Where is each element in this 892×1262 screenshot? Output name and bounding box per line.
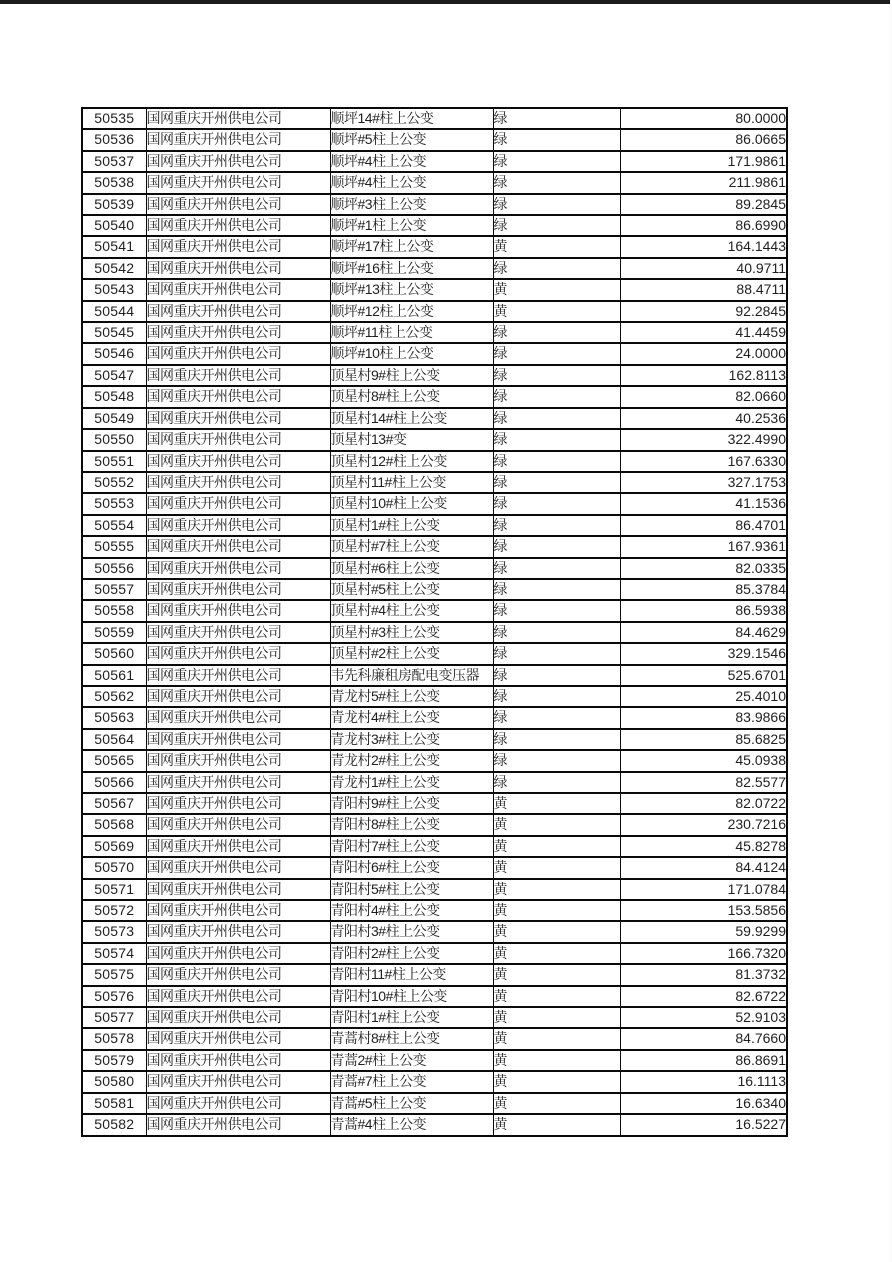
cell-device-name: 青蒿村8#柱上公变 <box>330 1028 493 1049</box>
table-row <box>82 451 787 472</box>
table-row <box>82 194 787 215</box>
cell-device-name: 青龙村3#柱上公变 <box>330 729 493 750</box>
cell-status: 黄 <box>493 836 620 857</box>
cell-device-name: 顶星村8#柱上公变 <box>330 386 493 407</box>
table-row <box>82 536 787 557</box>
cell-device-name: 顺坪#11柱上公变 <box>330 322 493 343</box>
cell-device-name: 青阳村3#柱上公变 <box>330 921 493 942</box>
cell-record-id: 50566 <box>82 772 146 793</box>
cell-company: 国网重庆开州供电公司 <box>146 1007 330 1028</box>
cell-value: 82.6722 <box>620 986 787 1007</box>
table-row <box>82 429 787 450</box>
cell-record-id: 50553 <box>82 493 146 514</box>
table-row <box>82 900 787 921</box>
cell-device-name: 青阳村1#柱上公变 <box>330 1007 493 1028</box>
cell-record-id: 50562 <box>82 686 146 707</box>
cell-value: 40.2536 <box>620 408 787 429</box>
cell-value: 164.1443 <box>620 236 787 257</box>
cell-record-id: 50545 <box>82 322 146 343</box>
cell-value: 81.3732 <box>620 964 787 985</box>
table-row <box>82 1114 787 1135</box>
table-row <box>82 986 787 1007</box>
cell-device-name: 青龙村2#柱上公变 <box>330 750 493 771</box>
cell-value: 92.2845 <box>620 301 787 322</box>
cell-value: 153.5856 <box>620 900 787 921</box>
table-row <box>82 558 787 579</box>
cell-device-name: 顶星村#3柱上公变 <box>330 622 493 643</box>
cell-record-id: 50550 <box>82 429 146 450</box>
cell-value: 84.4124 <box>620 857 787 878</box>
cell-record-id: 50576 <box>82 986 146 1007</box>
cell-company: 国网重庆开州供电公司 <box>146 365 330 386</box>
cell-device-name: 青阳村9#柱上公变 <box>330 793 493 814</box>
cell-status: 绿 <box>493 622 620 643</box>
cell-record-id: 50573 <box>82 921 146 942</box>
cell-company: 国网重庆开州供电公司 <box>146 322 330 343</box>
cell-status: 黄 <box>493 301 620 322</box>
cell-device-name: 顶星村1#柱上公变 <box>330 515 493 536</box>
cell-company: 国网重庆开州供电公司 <box>146 772 330 793</box>
cell-device-name: 青龙村5#柱上公变 <box>330 686 493 707</box>
cell-record-id: 50549 <box>82 408 146 429</box>
cell-company: 国网重庆开州供电公司 <box>146 429 330 450</box>
cell-record-id: 50560 <box>82 643 146 664</box>
cell-status: 绿 <box>493 707 620 728</box>
cell-record-id: 50552 <box>82 472 146 493</box>
cell-device-name: 顶星村#5柱上公变 <box>330 579 493 600</box>
table-row <box>82 600 787 621</box>
cell-record-id: 50554 <box>82 515 146 536</box>
cell-record-id: 50570 <box>82 857 146 878</box>
cell-company: 国网重庆开州供电公司 <box>146 964 330 985</box>
table-row <box>82 921 787 942</box>
cell-company: 国网重庆开州供电公司 <box>146 707 330 728</box>
cell-company: 国网重庆开州供电公司 <box>146 750 330 771</box>
cell-device-name: 顺坪#1柱上公变 <box>330 215 493 236</box>
cell-value: 86.8691 <box>620 1050 787 1071</box>
cell-value: 82.0335 <box>620 558 787 579</box>
cell-company: 国网重庆开州供电公司 <box>146 515 330 536</box>
table-row <box>82 943 787 964</box>
cell-value: 85.6825 <box>620 729 787 750</box>
cell-status: 黄 <box>493 879 620 900</box>
cell-status: 黄 <box>493 814 620 835</box>
cell-value: 84.7660 <box>620 1028 787 1049</box>
cell-record-id: 50582 <box>82 1114 146 1135</box>
cell-company: 国网重庆开州供电公司 <box>146 814 330 835</box>
cell-value: 167.6330 <box>620 451 787 472</box>
table-row <box>82 236 787 257</box>
cell-record-id: 50580 <box>82 1071 146 1092</box>
cell-status: 绿 <box>493 386 620 407</box>
cell-device-name: 顶星村13#变 <box>330 429 493 450</box>
cell-company: 国网重庆开州供电公司 <box>146 536 330 557</box>
cell-status: 绿 <box>493 536 620 557</box>
cell-company: 国网重庆开州供电公司 <box>146 408 330 429</box>
cell-status: 绿 <box>493 129 620 150</box>
cell-record-id: 50557 <box>82 579 146 600</box>
cell-value: 24.0000 <box>620 343 787 364</box>
cell-record-id: 50563 <box>82 707 146 728</box>
cell-status: 黄 <box>493 1093 620 1114</box>
cell-status: 绿 <box>493 258 620 279</box>
cell-value: 86.0665 <box>620 129 787 150</box>
cell-device-name: 顺坪#5柱上公变 <box>330 129 493 150</box>
cell-record-id: 50541 <box>82 236 146 257</box>
cell-value: 16.1113 <box>620 1071 787 1092</box>
table-row <box>82 1050 787 1071</box>
cell-value: 525.6701 <box>620 665 787 686</box>
cell-value: 86.4701 <box>620 515 787 536</box>
cell-status: 黄 <box>493 943 620 964</box>
cell-status: 黄 <box>493 964 620 985</box>
cell-record-id: 50556 <box>82 558 146 579</box>
cell-company: 国网重庆开州供电公司 <box>146 622 330 643</box>
cell-device-name: 顶星村#6柱上公变 <box>330 558 493 579</box>
cell-status: 黄 <box>493 236 620 257</box>
cell-record-id: 50559 <box>82 622 146 643</box>
table-row <box>82 258 787 279</box>
cell-status: 黄 <box>493 900 620 921</box>
cell-value: 85.3784 <box>620 579 787 600</box>
cell-record-id: 50581 <box>82 1093 146 1114</box>
cell-value: 167.9361 <box>620 536 787 557</box>
cell-device-name: 青阳村2#柱上公变 <box>330 943 493 964</box>
cell-record-id: 50538 <box>82 172 146 193</box>
table-row <box>82 665 787 686</box>
cell-status: 黄 <box>493 1114 620 1135</box>
cell-status: 绿 <box>493 215 620 236</box>
table-row <box>82 793 787 814</box>
table-row <box>82 215 787 236</box>
cell-device-name: 顶星村#2柱上公变 <box>330 643 493 664</box>
cell-device-name: 顶星村10#柱上公变 <box>330 493 493 514</box>
cell-company: 国网重庆开州供电公司 <box>146 665 330 686</box>
cell-company: 国网重庆开州供电公司 <box>146 1093 330 1114</box>
cell-status: 绿 <box>493 172 620 193</box>
cell-value: 41.1536 <box>620 493 787 514</box>
cell-status: 绿 <box>493 108 620 129</box>
cell-status: 绿 <box>493 151 620 172</box>
cell-record-id: 50568 <box>82 814 146 835</box>
cell-company: 国网重庆开州供电公司 <box>146 1071 330 1092</box>
table-row <box>82 1028 787 1049</box>
cell-status: 黄 <box>493 279 620 300</box>
cell-company: 国网重庆开州供电公司 <box>146 194 330 215</box>
cell-record-id: 50546 <box>82 343 146 364</box>
cell-company: 国网重庆开州供电公司 <box>146 386 330 407</box>
cell-value: 82.5577 <box>620 772 787 793</box>
cell-company: 国网重庆开州供电公司 <box>146 129 330 150</box>
cell-record-id: 50579 <box>82 1050 146 1071</box>
cell-record-id: 50544 <box>82 301 146 322</box>
table-row <box>82 643 787 664</box>
table-row <box>82 472 787 493</box>
cell-value: 166.7320 <box>620 943 787 964</box>
cell-status: 黄 <box>493 921 620 942</box>
cell-company: 国网重庆开州供电公司 <box>146 343 330 364</box>
cell-value: 52.9103 <box>620 1007 787 1028</box>
cell-company: 国网重庆开州供电公司 <box>146 986 330 1007</box>
cell-device-name: 顺坪#10柱上公变 <box>330 343 493 364</box>
cell-record-id: 50572 <box>82 900 146 921</box>
cell-company: 国网重庆开州供电公司 <box>146 151 330 172</box>
table-row <box>82 1007 787 1028</box>
cell-company: 国网重庆开州供电公司 <box>146 943 330 964</box>
table-row <box>82 301 787 322</box>
cell-record-id: 50535 <box>82 108 146 129</box>
cell-status: 绿 <box>493 493 620 514</box>
cell-value: 83.9866 <box>620 707 787 728</box>
table-row <box>82 857 787 878</box>
cell-value: 171.0784 <box>620 879 787 900</box>
table-row <box>82 729 787 750</box>
cell-company: 国网重庆开州供电公司 <box>146 215 330 236</box>
cell-record-id: 50578 <box>82 1028 146 1049</box>
transformer-table <box>81 107 788 1137</box>
cell-device-name: 顺坪#4柱上公变 <box>330 172 493 193</box>
cell-status: 绿 <box>493 515 620 536</box>
cell-status: 绿 <box>493 194 620 215</box>
table-row <box>82 108 787 129</box>
cell-device-name: 顶星村#4柱上公变 <box>330 600 493 621</box>
cell-record-id: 50540 <box>82 215 146 236</box>
table-row <box>82 386 787 407</box>
table-row <box>82 622 787 643</box>
cell-device-name: 顺坪#12柱上公变 <box>330 301 493 322</box>
cell-device-name: 青阳村6#柱上公变 <box>330 857 493 878</box>
cell-status: 绿 <box>493 665 620 686</box>
cell-value: 84.4629 <box>620 622 787 643</box>
table-row <box>82 750 787 771</box>
table-row <box>82 279 787 300</box>
cell-company: 国网重庆开州供电公司 <box>146 236 330 257</box>
cell-company: 国网重庆开州供电公司 <box>146 1050 330 1071</box>
cell-status: 绿 <box>493 322 620 343</box>
cell-value: 230.7216 <box>620 814 787 835</box>
cell-record-id: 50561 <box>82 665 146 686</box>
cell-company: 国网重庆开州供电公司 <box>146 451 330 472</box>
cell-status: 绿 <box>493 558 620 579</box>
cell-record-id: 50565 <box>82 750 146 771</box>
cell-value: 45.8278 <box>620 836 787 857</box>
cell-status: 黄 <box>493 857 620 878</box>
cell-company: 国网重庆开州供电公司 <box>146 301 330 322</box>
cell-value: 86.6990 <box>620 215 787 236</box>
cell-record-id: 50574 <box>82 943 146 964</box>
cell-device-name: 顶星村#7柱上公变 <box>330 536 493 557</box>
cell-company: 国网重庆开州供电公司 <box>146 600 330 621</box>
cell-status: 黄 <box>493 1050 620 1071</box>
table-row <box>82 365 787 386</box>
transformer-table-body <box>82 108 787 1136</box>
cell-company: 国网重庆开州供电公司 <box>146 921 330 942</box>
table-row <box>82 772 787 793</box>
table-row <box>82 515 787 536</box>
cell-status: 绿 <box>493 729 620 750</box>
cell-device-name: 顺坪#16柱上公变 <box>330 258 493 279</box>
table-row <box>82 1071 787 1092</box>
cell-status: 绿 <box>493 772 620 793</box>
cell-device-name: 青蒿#7柱上公变 <box>330 1071 493 1092</box>
cell-device-name: 青阳村7#柱上公变 <box>330 836 493 857</box>
cell-status: 绿 <box>493 451 620 472</box>
cell-company: 国网重庆开州供电公司 <box>146 258 330 279</box>
cell-status: 绿 <box>493 429 620 450</box>
cell-status: 绿 <box>493 365 620 386</box>
cell-value: 329.1546 <box>620 643 787 664</box>
cell-record-id: 50555 <box>82 536 146 557</box>
cell-record-id: 50547 <box>82 365 146 386</box>
cell-device-name: 青阳村10#柱上公变 <box>330 986 493 1007</box>
cell-device-name: 青龙村1#柱上公变 <box>330 772 493 793</box>
cell-status: 绿 <box>493 686 620 707</box>
cell-value: 80.0000 <box>620 108 787 129</box>
cell-value: 40.9711 <box>620 258 787 279</box>
cell-record-id: 50539 <box>82 194 146 215</box>
cell-value: 59.9299 <box>620 921 787 942</box>
cell-value: 16.6340 <box>620 1093 787 1114</box>
cell-company: 国网重庆开州供电公司 <box>146 558 330 579</box>
cell-device-name: 顶星村12#柱上公变 <box>330 451 493 472</box>
cell-device-name: 青阳村11#柱上公变 <box>330 964 493 985</box>
table-row <box>82 343 787 364</box>
cell-device-name: 青龙村4#柱上公变 <box>330 707 493 728</box>
cell-value: 211.9861 <box>620 172 787 193</box>
cell-status: 黄 <box>493 1007 620 1028</box>
cell-device-name: 韦先科廉租房配电变压器 <box>330 665 493 686</box>
table-row <box>82 129 787 150</box>
table-row <box>82 1093 787 1114</box>
cell-value: 327.1753 <box>620 472 787 493</box>
table-row <box>82 879 787 900</box>
cell-record-id: 50567 <box>82 793 146 814</box>
cell-company: 国网重庆开州供电公司 <box>146 1028 330 1049</box>
table-row <box>82 579 787 600</box>
cell-company: 国网重庆开州供电公司 <box>146 172 330 193</box>
cell-device-name: 顶星村14#柱上公变 <box>330 408 493 429</box>
cell-device-name: 青阳村8#柱上公变 <box>330 814 493 835</box>
cell-record-id: 50543 <box>82 279 146 300</box>
cell-company: 国网重庆开州供电公司 <box>146 279 330 300</box>
cell-record-id: 50542 <box>82 258 146 279</box>
cell-value: 322.4990 <box>620 429 787 450</box>
cell-value: 88.4711 <box>620 279 787 300</box>
cell-status: 绿 <box>493 579 620 600</box>
cell-value: 25.4010 <box>620 686 787 707</box>
table-row <box>82 814 787 835</box>
cell-status: 绿 <box>493 408 620 429</box>
cell-value: 16.5227 <box>620 1114 787 1135</box>
cell-company: 国网重庆开州供电公司 <box>146 493 330 514</box>
cell-device-name: 青阳村4#柱上公变 <box>330 900 493 921</box>
table-row <box>82 408 787 429</box>
cell-value: 162.8113 <box>620 365 787 386</box>
cell-company: 国网重庆开州供电公司 <box>146 793 330 814</box>
cell-company: 国网重庆开州供电公司 <box>146 686 330 707</box>
cell-value: 41.4459 <box>620 322 787 343</box>
cell-device-name: 青蒿#5柱上公变 <box>330 1093 493 1114</box>
cell-company: 国网重庆开州供电公司 <box>146 472 330 493</box>
cell-device-name: 顺坪#17柱上公变 <box>330 236 493 257</box>
cell-record-id: 50577 <box>82 1007 146 1028</box>
cell-record-id: 50537 <box>82 151 146 172</box>
table-row <box>82 493 787 514</box>
cell-record-id: 50558 <box>82 600 146 621</box>
cell-device-name: 顶星村9#柱上公变 <box>330 365 493 386</box>
cell-record-id: 50575 <box>82 964 146 985</box>
cell-device-name: 顺坪#13柱上公变 <box>330 279 493 300</box>
cell-status: 绿 <box>493 600 620 621</box>
cell-status: 绿 <box>493 343 620 364</box>
cell-status: 绿 <box>493 472 620 493</box>
cell-status: 绿 <box>493 750 620 771</box>
cell-company: 国网重庆开州供电公司 <box>146 579 330 600</box>
cell-company: 国网重庆开州供电公司 <box>146 857 330 878</box>
table-row <box>82 322 787 343</box>
cell-device-name: 顺坪14#柱上公变 <box>330 108 493 129</box>
table-row <box>82 964 787 985</box>
cell-status: 黄 <box>493 986 620 1007</box>
cell-company: 国网重庆开州供电公司 <box>146 900 330 921</box>
cell-record-id: 50551 <box>82 451 146 472</box>
cell-company: 国网重庆开州供电公司 <box>146 643 330 664</box>
cell-record-id: 50548 <box>82 386 146 407</box>
cell-value: 86.5938 <box>620 600 787 621</box>
cell-record-id: 50536 <box>82 129 146 150</box>
cell-value: 171.9861 <box>620 151 787 172</box>
cell-company: 国网重庆开州供电公司 <box>146 879 330 900</box>
table-row <box>82 151 787 172</box>
cell-value: 82.0722 <box>620 793 787 814</box>
cell-status: 绿 <box>493 643 620 664</box>
cell-company: 国网重庆开州供电公司 <box>146 1114 330 1135</box>
cell-record-id: 50564 <box>82 729 146 750</box>
table-row <box>82 172 787 193</box>
top-edge-strip <box>0 0 892 4</box>
cell-device-name: 顶星村11#柱上公变 <box>330 472 493 493</box>
cell-value: 45.0938 <box>620 750 787 771</box>
cell-company: 国网重庆开州供电公司 <box>146 729 330 750</box>
cell-value: 89.2845 <box>620 194 787 215</box>
cell-device-name: 青蒿#4柱上公变 <box>330 1114 493 1135</box>
cell-status: 黄 <box>493 1071 620 1092</box>
cell-record-id: 50571 <box>82 879 146 900</box>
cell-company: 国网重庆开州供电公司 <box>146 108 330 129</box>
table-row <box>82 707 787 728</box>
cell-device-name: 顺坪#4柱上公变 <box>330 151 493 172</box>
cell-value: 82.0660 <box>620 386 787 407</box>
cell-status: 黄 <box>493 1028 620 1049</box>
cell-status: 黄 <box>493 793 620 814</box>
cell-record-id: 50569 <box>82 836 146 857</box>
cell-device-name: 青蒿2#柱上公变 <box>330 1050 493 1071</box>
table-row <box>82 686 787 707</box>
cell-device-name: 顺坪#3柱上公变 <box>330 194 493 215</box>
table-row <box>82 836 787 857</box>
cell-company: 国网重庆开州供电公司 <box>146 836 330 857</box>
cell-device-name: 青阳村5#柱上公变 <box>330 879 493 900</box>
